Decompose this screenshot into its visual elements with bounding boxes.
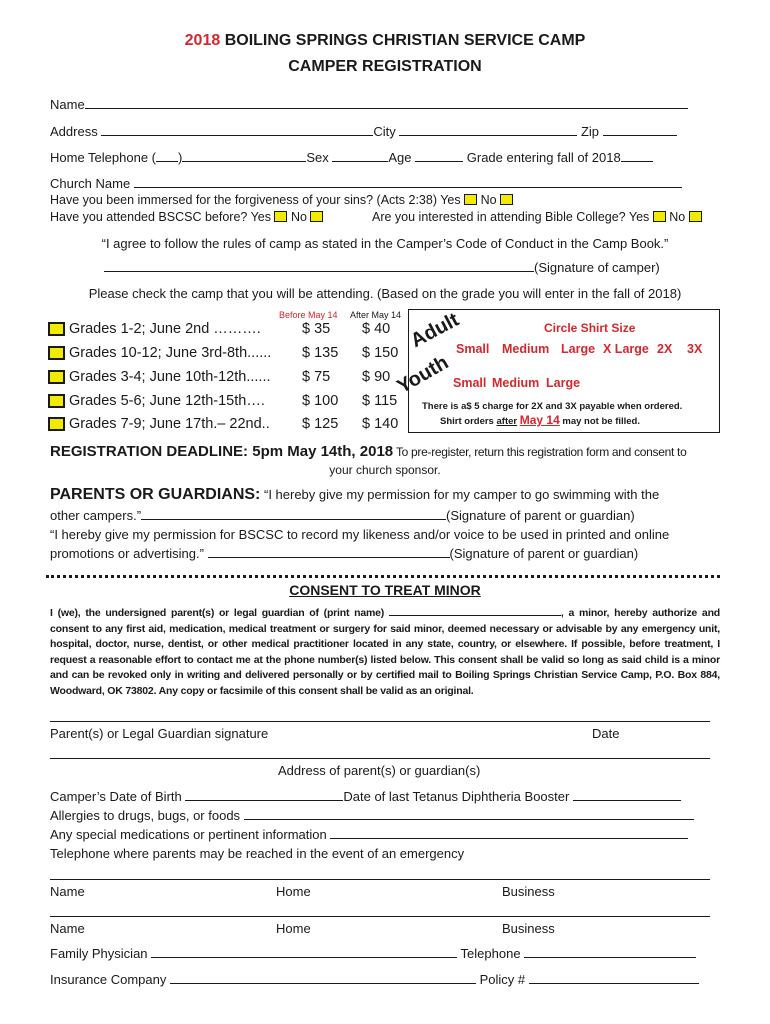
adult-size-small[interactable]: Small: [456, 342, 490, 356]
consent-text-a: I (we), the undersigned parent(s) or legal guardian of (print name): [50, 607, 389, 619]
camp-price-before: $ 75: [302, 369, 331, 385]
camp-label: Grades 5-6; June 12th-15th….: [69, 393, 265, 409]
deadline-line2: your church sponsor.: [329, 463, 441, 477]
form-title: [0, 32, 770, 50]
tetanus-field[interactable]: [573, 789, 681, 801]
medications-field[interactable]: [330, 827, 688, 839]
bible-college-no-label: No: [669, 210, 686, 224]
camper-signature-label: (Signature of camper): [534, 260, 660, 275]
camp-checkbox[interactable]: [48, 346, 65, 360]
contact2-business-label: Business: [502, 921, 555, 936]
deadline-line: [50, 443, 686, 461]
shirt-note-charge: There is a$ 5 charge for 2X and 3X payable when ordered.: [422, 401, 683, 412]
attended-no-checkbox[interactable]: [310, 211, 323, 222]
city-label: City: [373, 124, 396, 139]
attended-yes-checkbox[interactable]: [274, 211, 287, 222]
camp-row: [48, 393, 422, 409]
camp-price-before: $ 100: [302, 393, 339, 409]
adult-label: Adult: [407, 308, 463, 353]
emergency-line-2[interactable]: [50, 916, 710, 917]
deadline-bold: REGISTRATION DEADLINE: 5pm May 14th, 2018: [50, 443, 394, 460]
area-code-field[interactable]: [156, 150, 178, 162]
emergency-phone-label: Telephone where parents may be reached in the event of an emergency: [50, 846, 465, 861]
contact1-home-label: Home: [276, 884, 311, 899]
note-date: May 14: [519, 413, 560, 427]
camp-price-after: $ 90: [362, 369, 391, 385]
city-field[interactable]: [399, 124, 577, 136]
camp-label: Grades 3-4; June 10th-12th......: [69, 369, 271, 385]
immersed-yes-checkbox[interactable]: [464, 194, 477, 205]
physician-label: Family Physician: [50, 946, 148, 961]
immersed-question: [50, 193, 513, 207]
adult-size-xlarge[interactable]: X Large: [603, 342, 649, 356]
deadline-rest: To pre-register, return this registration form and consent to: [393, 445, 687, 459]
camp-price-after: $ 40: [362, 321, 391, 337]
likeness-signature-label: (Signature of parent or guardian): [449, 546, 639, 561]
guardian-address-label: Address of parent(s) or guardian(s): [278, 763, 481, 778]
before-header: Before May 14: [279, 310, 338, 320]
camp-price-before: $ 135: [302, 345, 339, 361]
camper-signature-field[interactable]: [104, 260, 534, 272]
likeness-signature-field[interactable]: [208, 546, 450, 558]
camp-price-after: $ 115: [362, 393, 398, 409]
camp-price-before: $ 35: [302, 321, 331, 337]
likeness-text: “I hereby give my permission for BSCSC to record my likeness and/or voice to be used in printed and online: [50, 527, 670, 542]
phone-paren: ): [178, 150, 183, 165]
consent-paragraph: [50, 606, 720, 700]
dob-row: [50, 789, 681, 804]
insurance-label: Insurance Company: [50, 972, 167, 987]
camp-checkbox[interactable]: [48, 417, 65, 431]
immersed-text: Have you been immersed for the forgiveness of your sins? (Acts 2:38) Yes: [50, 193, 461, 207]
camper-signature-row: [104, 260, 660, 275]
physician-row: [50, 946, 696, 961]
youth-size-large[interactable]: Large: [546, 376, 581, 390]
attended-question: [50, 210, 323, 224]
emergency-line-1[interactable]: [50, 879, 710, 880]
camp-row: [48, 416, 422, 432]
swim-text: “I hereby give my permission for my camper to go swimming with the: [260, 487, 660, 502]
bible-college-question: [372, 210, 702, 224]
adult-size-3x[interactable]: 3X: [687, 342, 703, 356]
youth-size-medium[interactable]: Medium: [492, 376, 540, 390]
adult-size-large[interactable]: Large: [561, 342, 596, 356]
allergies-row: [50, 808, 694, 823]
camp-row: [48, 321, 422, 337]
name-row: [50, 97, 688, 112]
medications-label: Any special medications or pertinent information: [50, 827, 327, 842]
contact1-business-label: Business: [502, 884, 555, 899]
camp-label: Grades 1-2; June 2nd ……….: [69, 321, 261, 337]
camp-row: [48, 345, 422, 361]
age-label: Age: [388, 150, 412, 165]
phone-row: [50, 150, 653, 165]
after-header: After May 14: [350, 310, 402, 320]
church-label: Church Name: [50, 176, 131, 191]
bible-college-no-checkbox[interactable]: [689, 211, 702, 222]
church-row: [50, 176, 682, 191]
title-year: 2018: [184, 32, 221, 49]
policy-field[interactable]: [529, 972, 699, 984]
attended-text: Have you attended BSCSC before? Yes: [50, 210, 271, 224]
shirt-heading: Circle Shirt Size: [544, 321, 636, 335]
zip-field[interactable]: [603, 124, 677, 136]
form-subtitle: CAMPER REGISTRATION: [288, 58, 482, 75]
age-field[interactable]: [415, 150, 463, 162]
immersed-no-checkbox[interactable]: [500, 194, 513, 205]
sex-label: Sex: [306, 150, 329, 165]
adult-size-2x[interactable]: 2X: [657, 342, 673, 356]
camp-price-before: $ 125: [302, 416, 339, 432]
phone-label: Home Telephone (: [50, 150, 156, 165]
parents-swim-row: [50, 486, 659, 504]
consent-heading: CONSENT TO TREAT MINOR: [289, 582, 481, 598]
address-label: Address: [50, 124, 98, 139]
physician-phone-label: Telephone: [460, 946, 521, 961]
swim-signature-label: (Signature of parent or guardian): [446, 508, 635, 523]
note-text: Shirt orders: [440, 416, 497, 427]
contact2-name-label: Name: [50, 921, 85, 936]
dob-label: Camper’s Date of Birth: [50, 789, 182, 804]
swim-signature-field[interactable]: [141, 508, 446, 520]
date-label: Date: [592, 726, 620, 741]
address-row: [50, 124, 677, 139]
dob-field[interactable]: [185, 789, 343, 801]
physician-phone-field[interactable]: [524, 946, 696, 958]
grade-label: Grade entering fall of 2018: [466, 150, 621, 165]
youth-label: Youth: [393, 351, 453, 399]
guardian-signature-line[interactable]: [50, 721, 710, 722]
contact1-name-label: Name: [50, 884, 85, 899]
minor-name-field[interactable]: [389, 606, 561, 616]
phone-field[interactable]: [182, 150, 306, 162]
title-text: BOILING SPRINGS CHRISTIAN SERVICE CAMP: [220, 32, 586, 49]
sex-field[interactable]: [332, 150, 388, 162]
camp-price-after: $ 140: [362, 416, 399, 432]
adult-size-medium[interactable]: Medium: [502, 342, 550, 356]
address-field[interactable]: [101, 124, 373, 136]
youth-size-small[interactable]: Small: [453, 376, 487, 390]
note-after: after: [496, 416, 518, 427]
camp-checkbox[interactable]: [48, 322, 65, 336]
insurance-field[interactable]: [170, 972, 476, 984]
zip-label: Zip: [580, 124, 600, 139]
consent-text-b: , a minor, hereby authorize and consent to any first aid, medication, medical treatment or surgery for said minor, deemed necessary or advisable by any emergency unit, hospital, doctor, nurse, dentist, or other medical practitioner located in any state, country, or elsewhere. If possible, before treatment, I request a reasonable effort to contact me at the phone number(s) listed below. This consent shall be valid so long as said child is a minor and can be revoked only in writing and delivered personally or by certified mail to Boiling Springs Christian Service Camp, P.O. Box 884, Woodward, OK 73802. Any copy or facsimile of this consent shall be valid as an original.: [50, 607, 720, 697]
tetanus-label: Date of last Tetanus Diphtheria Booster: [343, 789, 570, 804]
camp-label: Grades 7-9; June 17th.– 22nd..: [69, 416, 270, 432]
camp-label: Grades 10-12; June 3rd-8th......: [69, 345, 272, 361]
guardian-signature-label: Parent(s) or Legal Guardian signature: [50, 726, 269, 741]
grade-field[interactable]: [621, 150, 653, 162]
agreement-text: “I agree to follow the rules of camp as stated in the Camper’s Code of Conduct in the Camp Book.”: [101, 236, 669, 251]
parents-heading: PARENTS OR GUARDIANS:: [50, 486, 261, 503]
medications-row: [50, 827, 688, 842]
dotted-divider: [46, 575, 720, 578]
camp-checkbox[interactable]: [48, 370, 65, 384]
swim-text-2: other campers.”: [50, 508, 142, 523]
bible-college-yes-checkbox[interactable]: [653, 211, 666, 222]
shirt-note-deadline: [440, 413, 640, 427]
attended-no-label: No: [290, 210, 307, 224]
likeness-text-2: promotions or advertising.”: [50, 546, 204, 561]
allergies-label: Allergies to drugs, bugs, or foods: [50, 808, 241, 823]
bible-college-text: Are you interested in attending Bible College? Yes: [372, 210, 650, 224]
camp-row: [48, 369, 422, 385]
allergies-field[interactable]: [244, 808, 694, 820]
name-label: Name: [50, 97, 85, 112]
likeness-signature-row: [50, 546, 638, 561]
guardian-address-line[interactable]: [50, 758, 710, 759]
policy-label: Policy #: [479, 972, 526, 987]
camp-price-after: $ 150: [362, 345, 399, 361]
church-field[interactable]: [134, 176, 682, 188]
immersed-no-label: No: [480, 193, 497, 207]
check-camp-instruction: Please check the camp that you will be attending. (Based on the grade you will enter in the fall of 2018): [88, 286, 682, 301]
camp-checkbox[interactable]: [48, 394, 65, 408]
note-text-end: may not be filled.: [559, 416, 641, 427]
name-field[interactable]: [85, 97, 688, 109]
contact2-home-label: Home: [276, 921, 311, 936]
swim-signature-row: [50, 508, 635, 523]
insurance-row: [50, 972, 699, 987]
physician-field[interactable]: [151, 946, 457, 958]
